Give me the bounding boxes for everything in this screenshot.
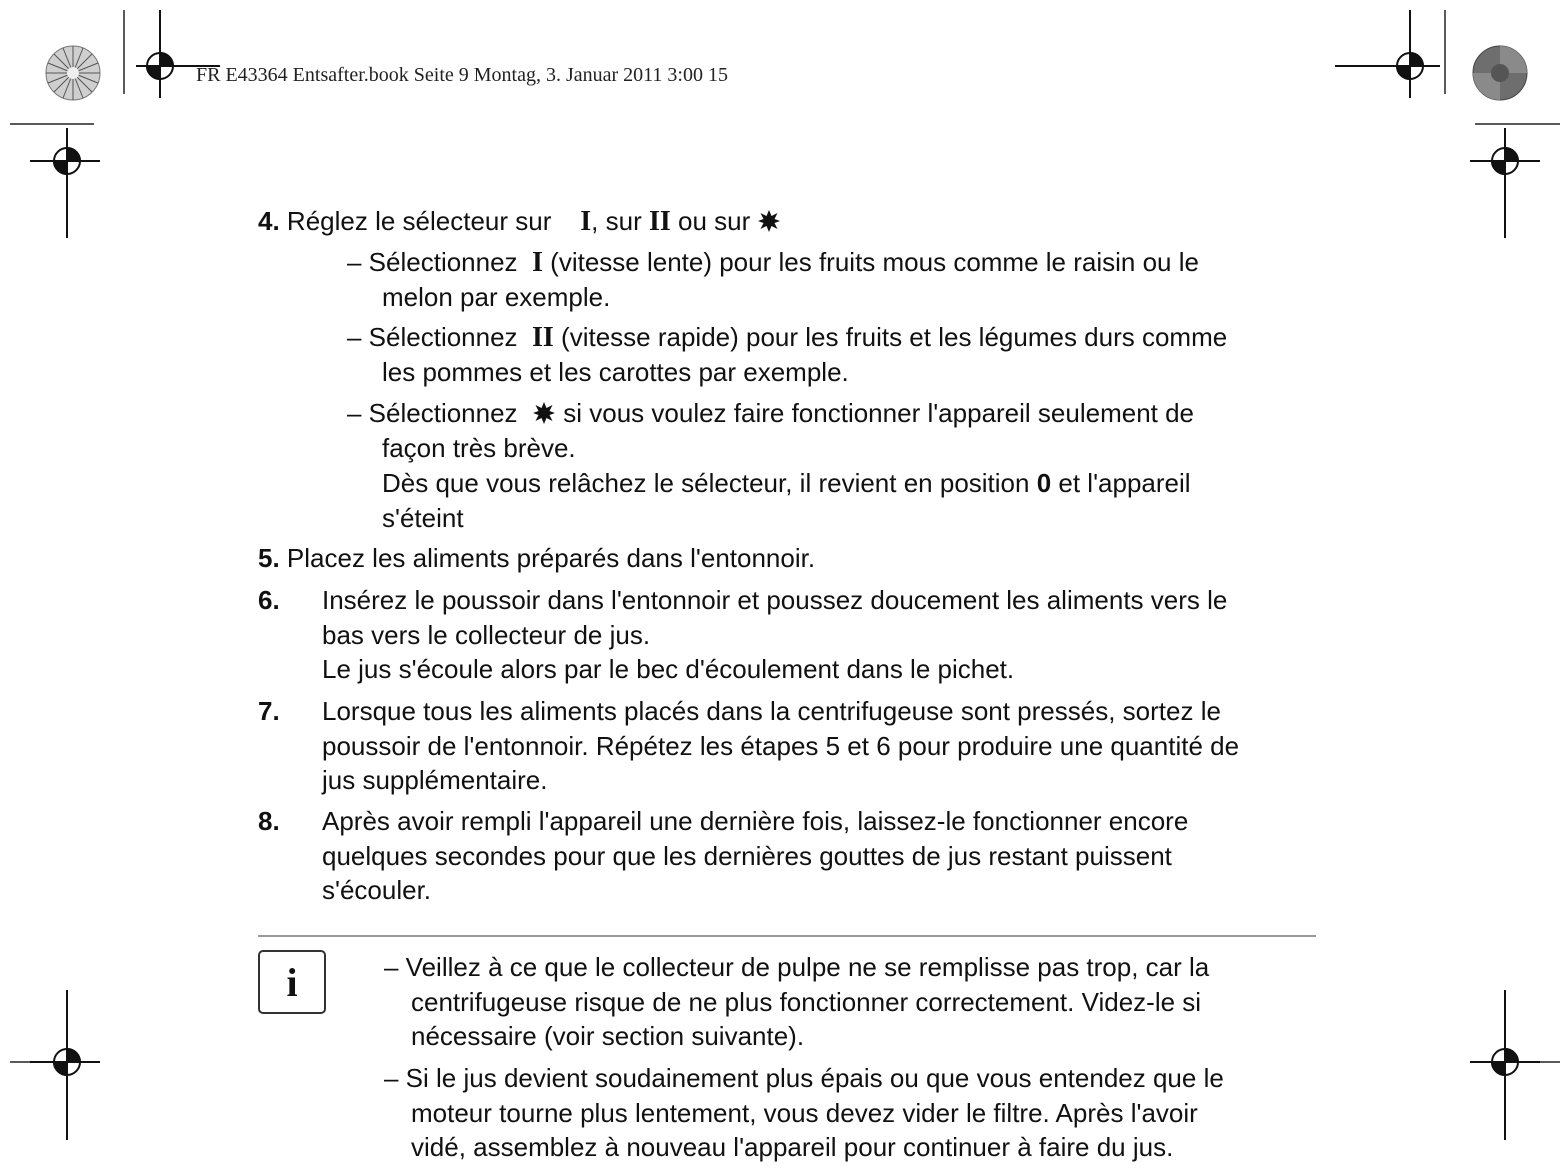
step-5-line <box>258 541 815 575</box>
speed-two-symbol: II <box>648 206 671 237</box>
step-4-number: 4. <box>258 206 280 236</box>
step-4-sub-3 <box>347 396 1194 430</box>
sub-3-dash: – Sélectionnez <box>347 398 525 428</box>
step-6-number: 6. <box>258 585 280 615</box>
sub-1-text: (vitesse lente) pour les fruits mous comme le raisin ou le <box>542 247 1199 277</box>
sub-3-note-b: et l'appareil <box>1051 468 1191 498</box>
step-8-line-2: quelques secondes pour que les dernières gouttes de jus restant puissent <box>322 841 1172 871</box>
sub-3-note-a: Dès que vous relâchez le sélecteur, il revient en position <box>382 468 1037 498</box>
pulse-burst-icon <box>757 209 781 233</box>
registration-crosshair-right-upper-icon <box>1470 128 1540 238</box>
print-header: FR E43364 Entsafter.book Seite 9 Montag, 3. Januar 2011 3:00 15 <box>196 64 728 86</box>
info-icon <box>258 950 326 1014</box>
pulse-burst-icon <box>532 401 556 425</box>
step-7-line-2: poussoir de l'entonnoir. Répétez les étapes 5 et 6 pour produire une quantité de <box>322 731 1240 761</box>
position-zero: 0 <box>1036 468 1052 498</box>
radial-color-wheel-icon <box>46 46 100 100</box>
sub-2-speed-symbol: II <box>532 322 554 353</box>
step-5-number: 5. <box>258 543 280 573</box>
registration-crosshair-right-lower-icon <box>1470 990 1540 1140</box>
step-4-sub-3-note <box>382 466 1191 500</box>
step-4-text-mid2: ou sur <box>670 206 758 236</box>
step-5-text: Placez les aliments préparés dans l'entonnoir. <box>279 543 816 573</box>
step-6-line-1: Insérez le poussoir dans l'entonnoir et poussez doucement les aliments vers le <box>322 585 1228 615</box>
sub-1-speed-symbol: I <box>532 247 543 278</box>
step-6-line-2: bas vers le collecteur de jus. <box>322 620 651 650</box>
step-4-text: Réglez le sélecteur sur <box>279 206 559 236</box>
step-7-line-1: Lorsque tous les aliments placés dans la centrifugeuse sont pressés, sortez le <box>322 696 1221 726</box>
registration-crosshair-left-upper-icon <box>30 128 100 238</box>
step-8-line-3: s'écouler. <box>322 875 432 905</box>
info-icon-letter: i <box>286 959 298 1005</box>
speed-one-symbol: I <box>580 206 592 237</box>
step-4-line <box>258 204 781 239</box>
info-note-2-line-2: moteur tourne plus lentement, vous devez vider le filtre. Après l'avoir <box>411 1098 1198 1128</box>
step-4-sub-3-note-cont: s'éteint <box>382 503 464 533</box>
step-7-number: 7. <box>258 696 280 726</box>
info-note-1-line-2: centrifugeuse risque de ne plus fonctionner correctement. Videz-le si <box>411 987 1202 1017</box>
info-note-2-line-3: vidé, assemblez à nouveau l'appareil pour continuer à faire du jus. <box>411 1132 1174 1162</box>
info-note-1-line-1: – Veillez à ce que le collecteur de pulpe ne se remplisse pas trop, car la <box>384 952 1210 982</box>
sub-1-dash: – Sélectionnez <box>347 247 525 277</box>
step-4-sub-2-cont: les pommes et les carottes par exemple. <box>382 357 849 387</box>
step-4-text-mid1: , sur <box>591 206 649 236</box>
info-note-1-line-3: nécessaire (voir section suivante). <box>411 1021 805 1051</box>
sub-3-text: si vous voulez faire fonctionner l'appareil seulement de <box>556 398 1195 428</box>
info-note-2-line-1: – Si le jus devient soudainement plus épais ou que vous entendez que le <box>384 1063 1224 1093</box>
sub-2-text: (vitesse rapide) pour les fruits et les légumes durs comme <box>553 322 1228 352</box>
section-divider <box>258 935 1316 937</box>
step-7-line-3: jus supplémentaire. <box>322 765 548 795</box>
step-8-line-1: Après avoir rempli l'appareil une dernière fois, laissez-le fonctionner encore <box>322 806 1189 836</box>
step-8-number: 8. <box>258 806 280 836</box>
step-4-sub-2 <box>347 320 1227 355</box>
sub-2-dash: – Sélectionnez <box>347 322 525 352</box>
registration-crosshair-top-right-icon <box>1335 10 1440 98</box>
step-4-sub-1-cont: melon par exemple. <box>382 282 611 312</box>
registration-crosshair-left-lower-icon <box>30 990 100 1140</box>
step-4-sub-1 <box>347 245 1199 280</box>
step-4-sub-3-cont: façon très brève. <box>382 433 576 463</box>
step-6-line-3: Le jus s'écoule alors par le bec d'écoulement dans le pichet. <box>322 654 1015 684</box>
dark-color-wheel-icon <box>1473 46 1527 100</box>
